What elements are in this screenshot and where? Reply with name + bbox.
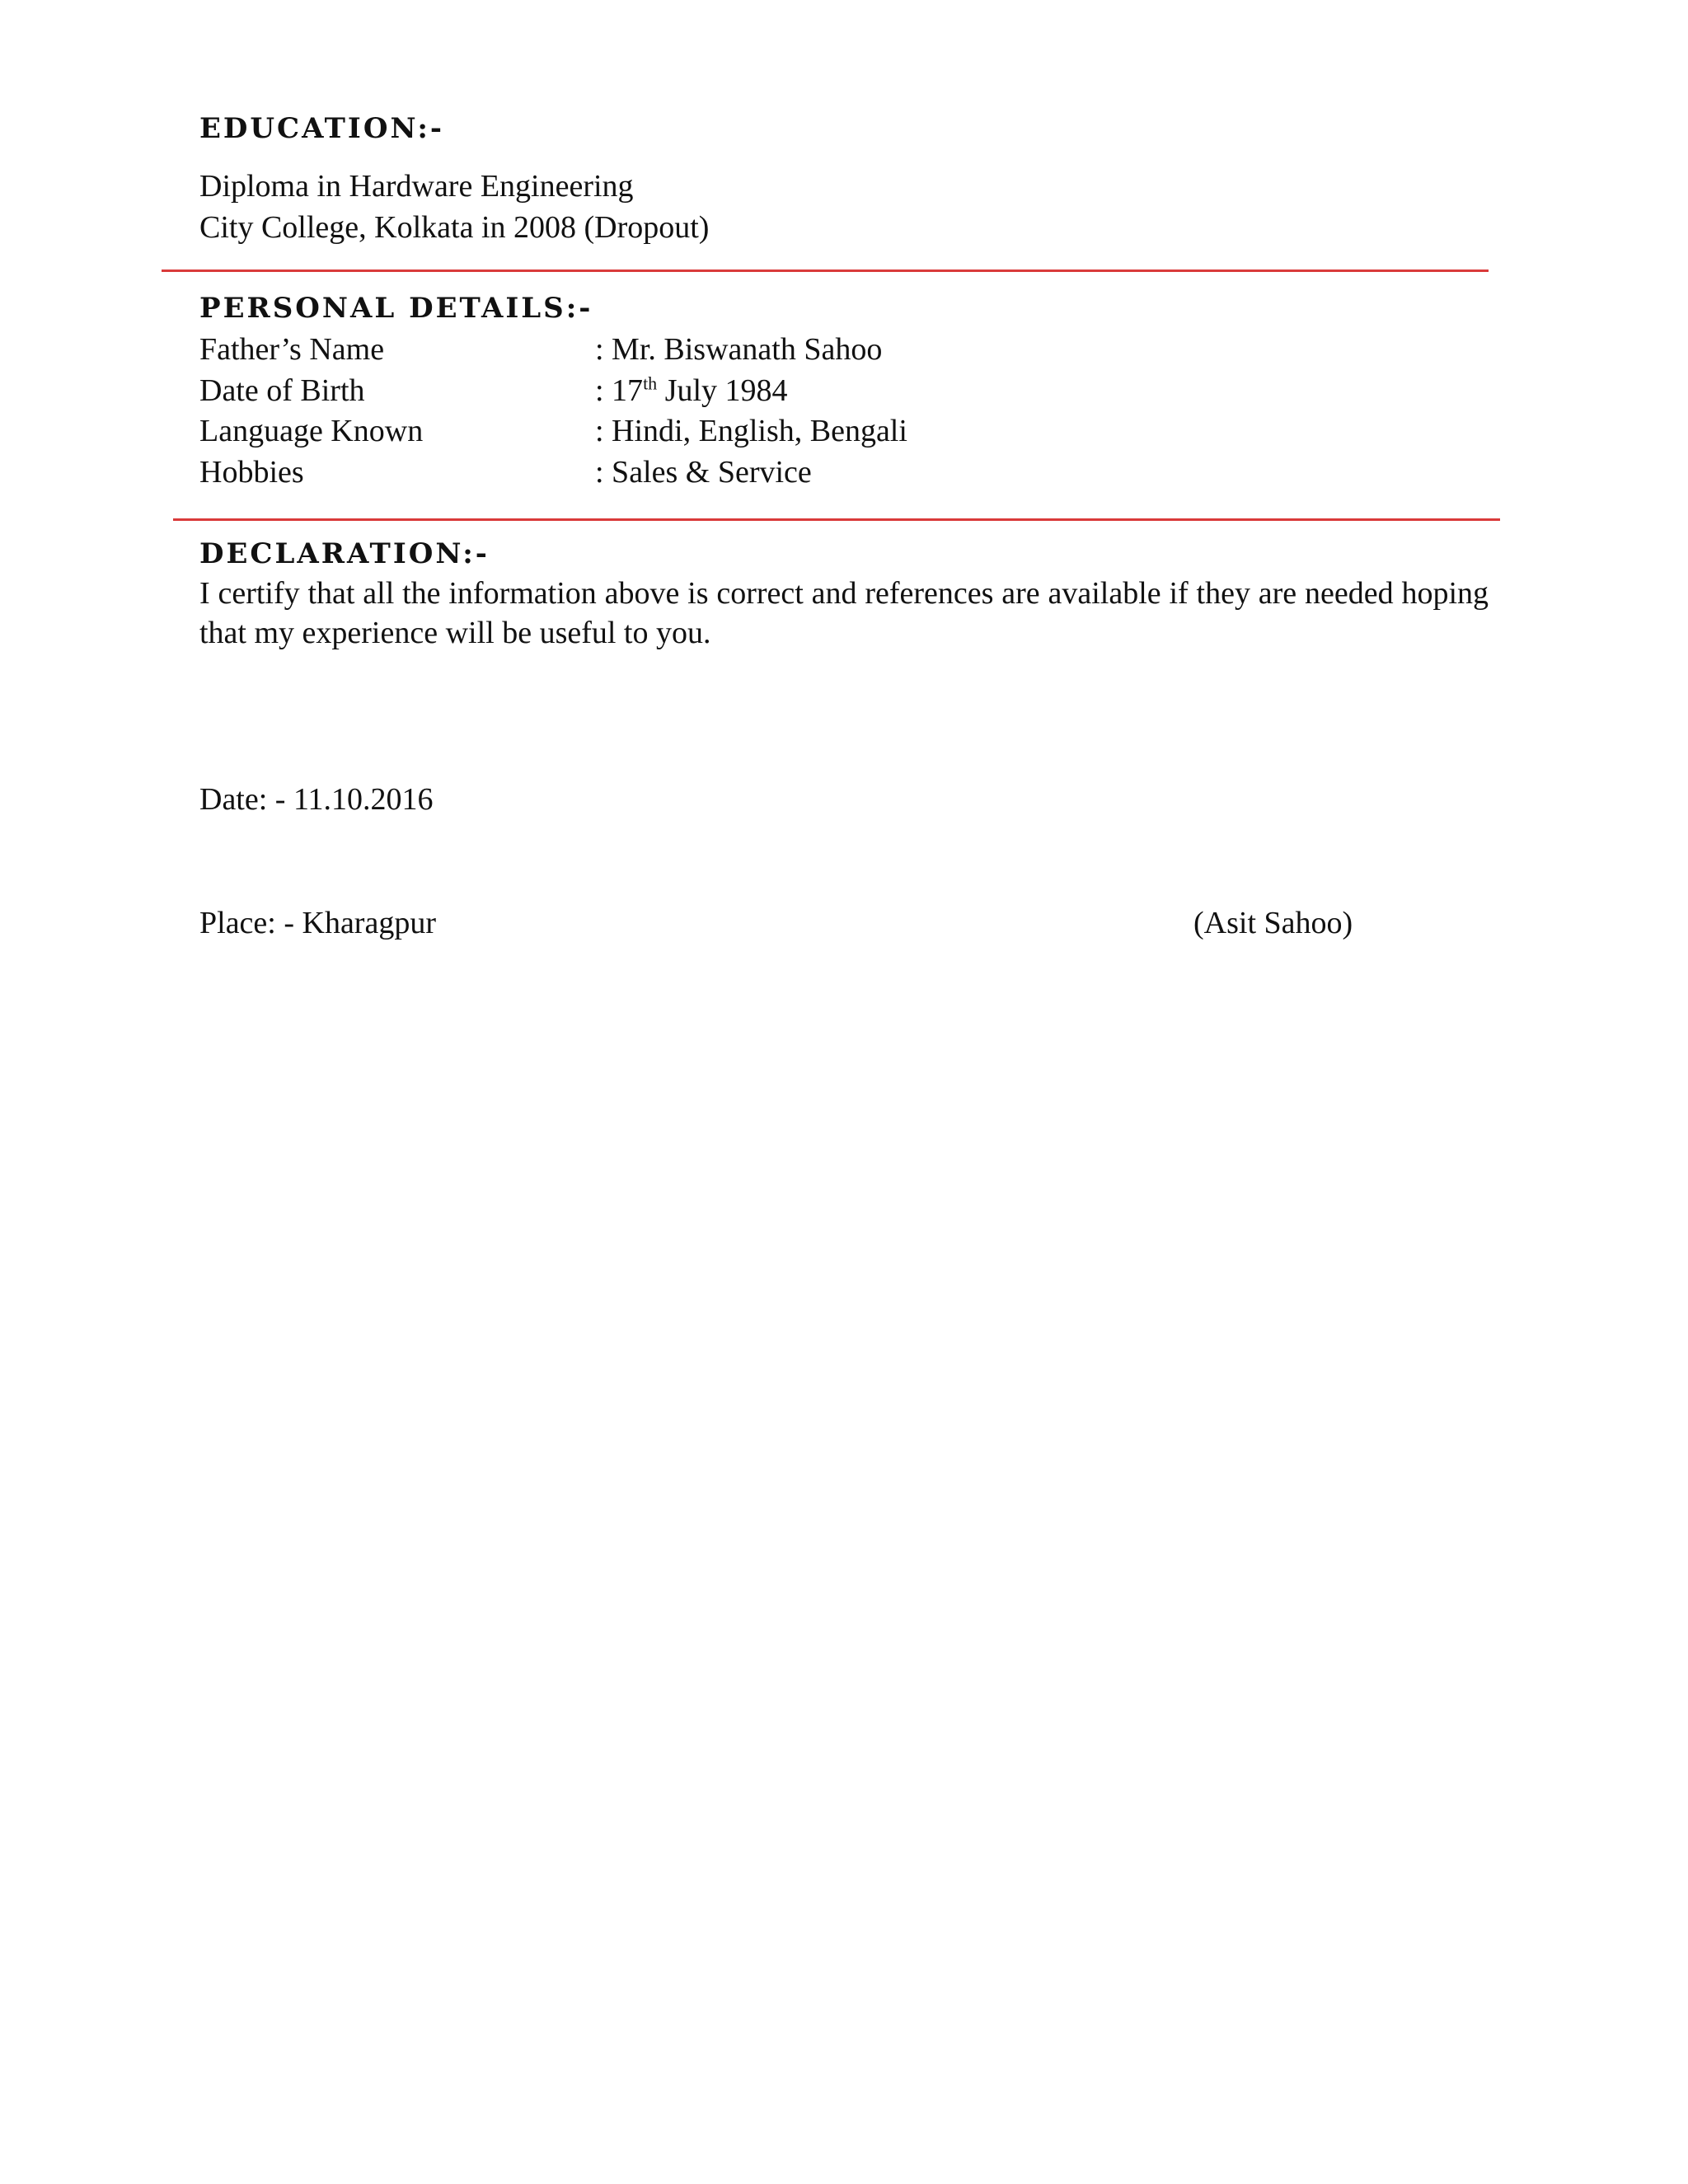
detail-value: : Sales & Service bbox=[595, 455, 812, 490]
detail-row-date-of-birth bbox=[199, 371, 1024, 412]
detail-row-hobbies bbox=[199, 452, 1024, 494]
detail-value: : Hindi, English, Bengali bbox=[595, 414, 907, 448]
education-heading: EDUCATION:- bbox=[199, 112, 444, 145]
detail-value: : Mr. Biswanath Sahoo bbox=[595, 332, 883, 367]
personal-details-heading: PERSONAL DETAILS:- bbox=[199, 292, 593, 325]
dob-month-year: July 1984 bbox=[657, 373, 788, 408]
section-divider-1 bbox=[162, 269, 1489, 272]
detail-row-father-name bbox=[199, 330, 1024, 371]
signature-name: (Asit Sahoo) bbox=[1193, 906, 1353, 940]
detail-label: Date of Birth bbox=[199, 373, 365, 408]
detail-row-languages bbox=[199, 411, 1024, 452]
education-college: City College, Kolkata in 2008 (Dropout) bbox=[199, 210, 710, 245]
detail-label: Language Known bbox=[199, 414, 424, 448]
declaration-text: I certify that all the information above is correct and references are available if they are needed hoping that my experience will be useful to you. bbox=[199, 576, 1489, 650]
declaration-heading: DECLARATION:- bbox=[199, 537, 490, 570]
detail-label: Hobbies bbox=[199, 455, 304, 490]
dob-day: : 17 bbox=[595, 373, 644, 408]
detail-value bbox=[595, 371, 788, 410]
section-divider-2 bbox=[173, 518, 1500, 521]
dob-ordinal: th bbox=[643, 373, 658, 394]
detail-label: Father’s Name bbox=[199, 332, 385, 367]
place-line: Place: - Kharagpur bbox=[199, 906, 436, 940]
education-degree: Diploma in Hardware Engineering bbox=[199, 169, 634, 204]
date-line: Date: - 11.10.2016 bbox=[199, 782, 434, 817]
